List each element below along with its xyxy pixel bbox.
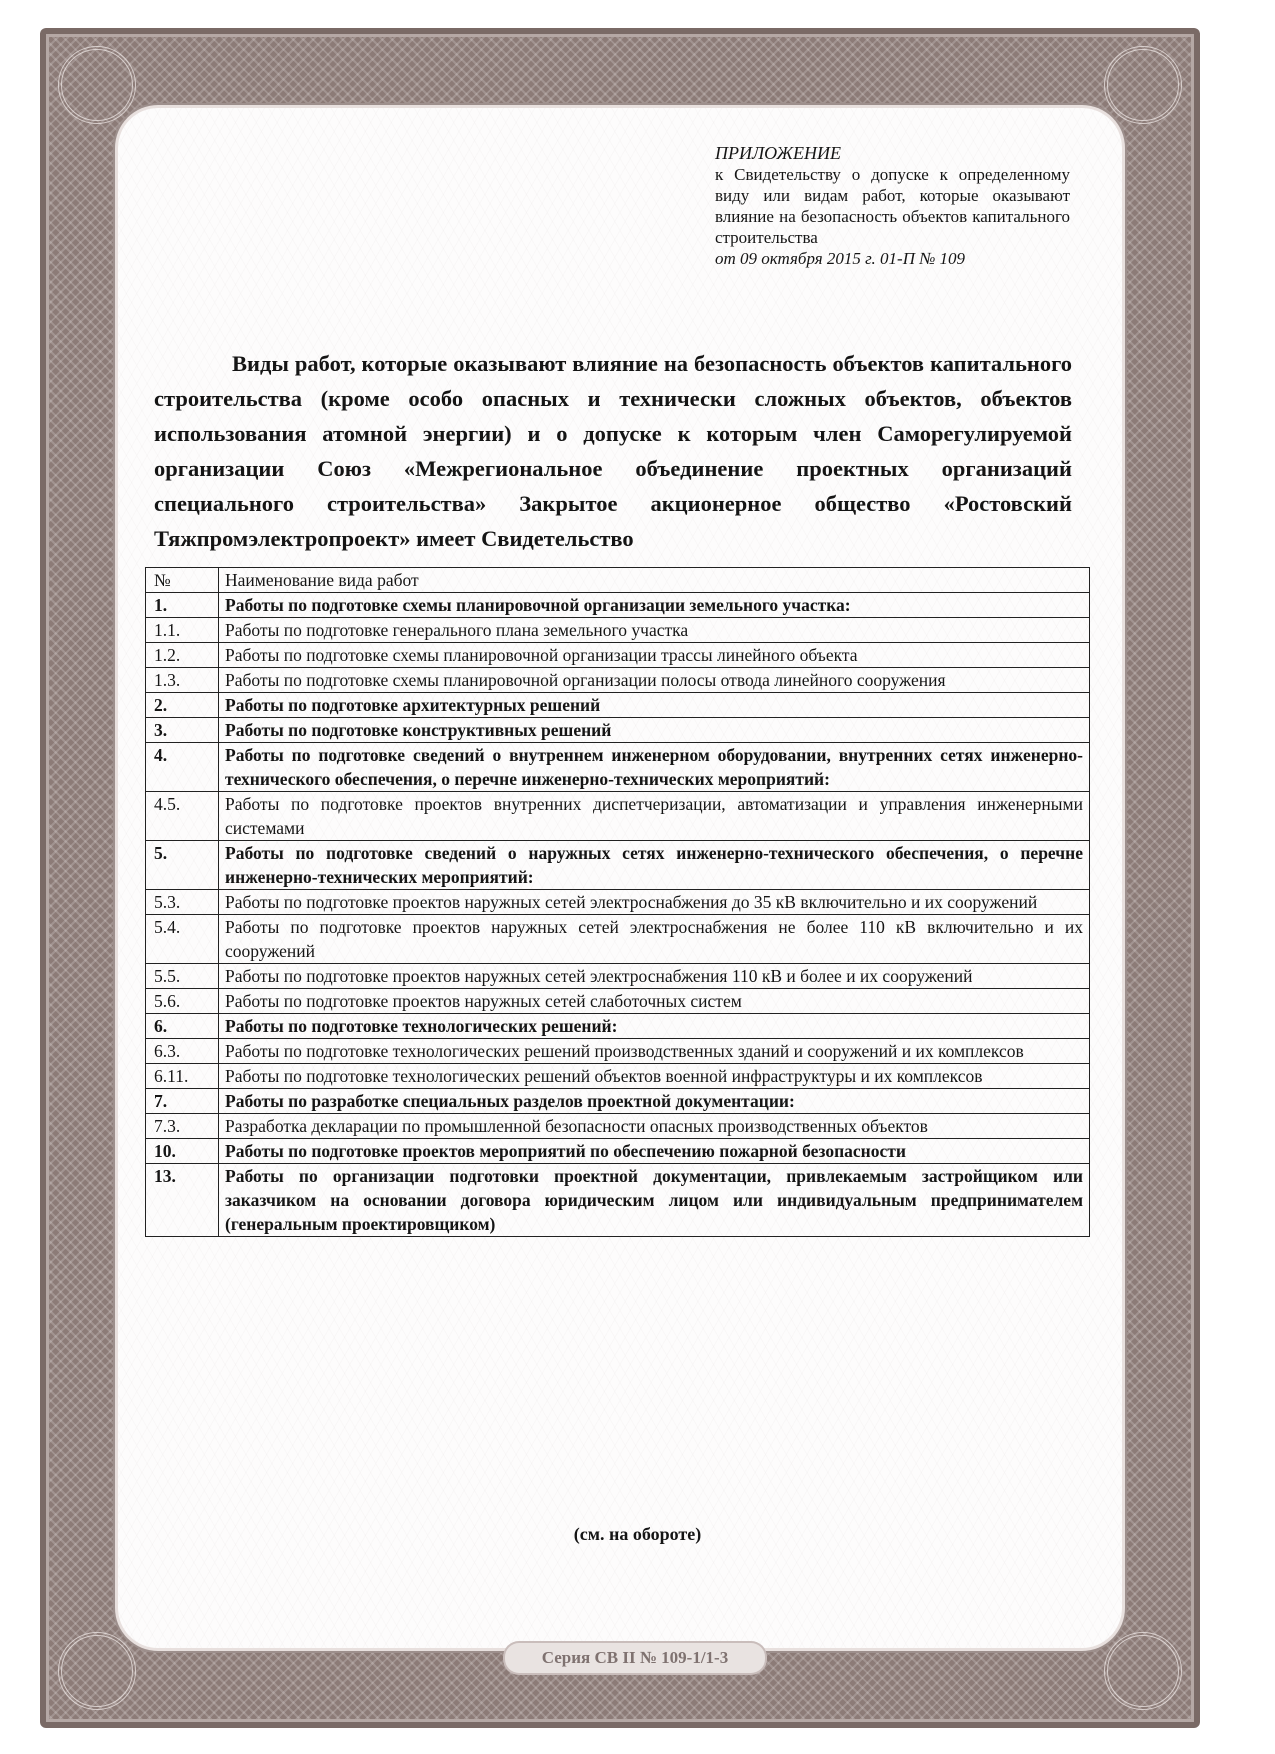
- table-row: [146, 1114, 1090, 1139]
- table-row: [146, 593, 1090, 618]
- row-work-name: Работы по подготовке проектов внутренних диспетчеризации, автоматизации и управления инженерными системами: [219, 792, 1090, 841]
- table-row: [146, 1089, 1090, 1114]
- row-number: 5.3.: [146, 890, 219, 915]
- row-work-name: Работы по подготовке технологических решений объектов военной инфраструктуры и их комплексов: [219, 1064, 1090, 1089]
- row-number: 2.: [146, 693, 219, 718]
- row-number: 3.: [146, 718, 219, 743]
- row-number: 1.3.: [146, 668, 219, 693]
- row-work-name: Работы по подготовке проектов наружных сетей электроснабжения не более 110 кВ включительно и их сооружений: [219, 915, 1090, 964]
- row-number: 1.: [146, 593, 219, 618]
- table-row: [146, 743, 1090, 792]
- border-ornament: [58, 46, 136, 124]
- row-number: 6.11.: [146, 1064, 219, 1089]
- works-table: [145, 567, 1090, 1237]
- row-work-name: Работы по разработке специальных разделов проектной документации:: [219, 1089, 1090, 1114]
- table-row: [146, 841, 1090, 890]
- row-number: 5.5.: [146, 964, 219, 989]
- table-row: [146, 1164, 1090, 1237]
- row-work-name: Работы по подготовке генерального плана земельного участка: [219, 618, 1090, 643]
- appendix-block: [715, 143, 1070, 269]
- document-title: Виды работ, которые оказывают влияние на безопасность объектов капитального строительства (кроме особо опасных и технически сложных объектов, объектов использования атомной энергии) и о допуске к которым член Саморегулируемой организации Союз «Межрегиональное объединение проектных организаций специального строительства» Закрытое акционерное общество «Ростовский Тяжпромэлектропроект» имеет Свидетельство: [154, 351, 1072, 551]
- table-row: [146, 1064, 1090, 1089]
- table-row: [146, 964, 1090, 989]
- row-number: 6.: [146, 1014, 219, 1039]
- appendix-text: к Свидетельству о допуске к определенному виду или видам работ, которые оказывают влияние на безопасность объектов капитального строительства: [715, 165, 1070, 247]
- row-number: 5.: [146, 841, 219, 890]
- table-row: [146, 792, 1090, 841]
- row-work-name: Работы по подготовке схемы планировочной организации земельного участка:: [219, 593, 1090, 618]
- table-row: [146, 1039, 1090, 1064]
- table-row: [146, 643, 1090, 668]
- row-work-name: Работы по подготовке схемы планировочной организации трассы линейного объекта: [219, 643, 1090, 668]
- table-row: [146, 618, 1090, 643]
- border-ornament: [58, 1632, 136, 1710]
- row-work-name: Работы по подготовке сведений о внутреннем инженерном оборудовании, внутренних сетях инженерно-технического обеспечения, о перечне инженерно-технических мероприятий:: [219, 743, 1090, 792]
- appendix-date: от 09 октября 2015 г. 01-П № 109: [715, 249, 965, 268]
- row-work-name: Работы по подготовке сведений о наружных сетях инженерно-технического обеспечения, о перечне инженерно-технических мероприятий:: [219, 841, 1090, 890]
- row-work-name: Работы по подготовке технологических решений производственных зданий и сооружений и их комплексов: [219, 1039, 1090, 1064]
- border-ornament: [1104, 1632, 1182, 1710]
- row-work-name: Работы по подготовке проектов наружных сетей электроснабжения до 35 кВ включительно и их сооружений: [219, 890, 1090, 915]
- table-row: [146, 693, 1090, 718]
- row-number: 1.1.: [146, 618, 219, 643]
- row-number: 4.: [146, 743, 219, 792]
- table-header-row: [146, 568, 1090, 593]
- row-work-name: Работы по подготовке проектов наружных сетей электроснабжения 110 кВ и более и их сооружений: [219, 964, 1090, 989]
- row-work-name: Работы по подготовке схемы планировочной организации полосы отвода линейного сооружения: [219, 668, 1090, 693]
- row-number: 13.: [146, 1164, 219, 1237]
- row-number: 5.4.: [146, 915, 219, 964]
- table-row: [146, 915, 1090, 964]
- row-number: 4.5.: [146, 792, 219, 841]
- table-row: [146, 890, 1090, 915]
- series-number: Серия СВ II № 109-1/1-3: [505, 1643, 765, 1673]
- table-row: [146, 1014, 1090, 1039]
- row-number: 10.: [146, 1139, 219, 1164]
- row-number: 1.2.: [146, 643, 219, 668]
- row-number: 6.3.: [146, 1039, 219, 1064]
- row-work-name: Работы по подготовке проектов наружных сетей слаботочных систем: [219, 989, 1090, 1014]
- header-name: Наименование вида работ: [219, 568, 1090, 593]
- table-row: [146, 718, 1090, 743]
- row-number: 7.: [146, 1089, 219, 1114]
- row-work-name: Работы по подготовке конструктивных решений: [219, 718, 1090, 743]
- row-number: 7.3.: [146, 1114, 219, 1139]
- table-row: [146, 668, 1090, 693]
- appendix-heading: ПРИЛОЖЕНИЕ: [715, 143, 841, 163]
- row-work-name: Разработка декларации по промышленной безопасности опасных производственных объектов: [219, 1114, 1090, 1139]
- row-work-name: Работы по организации подготовки проектной документации, привлекаемым застройщиком или заказчиком на основании договора юридическим лицом или индивидуальным предпринимателем (генеральным проектировщиком): [219, 1164, 1090, 1237]
- table-row: [146, 989, 1090, 1014]
- row-work-name: Работы по подготовке проектов мероприятий по обеспечению пожарной безопасности: [219, 1139, 1090, 1164]
- row-number: 5.6.: [146, 989, 219, 1014]
- table-row: [146, 1139, 1090, 1164]
- row-work-name: Работы по подготовке архитектурных решений: [219, 693, 1090, 718]
- border-ornament: [1104, 46, 1182, 124]
- see-reverse-note: (см. на обороте): [573, 1524, 702, 1544]
- header-num: №: [146, 568, 219, 593]
- row-work-name: Работы по подготовке технологических решений:: [219, 1014, 1090, 1039]
